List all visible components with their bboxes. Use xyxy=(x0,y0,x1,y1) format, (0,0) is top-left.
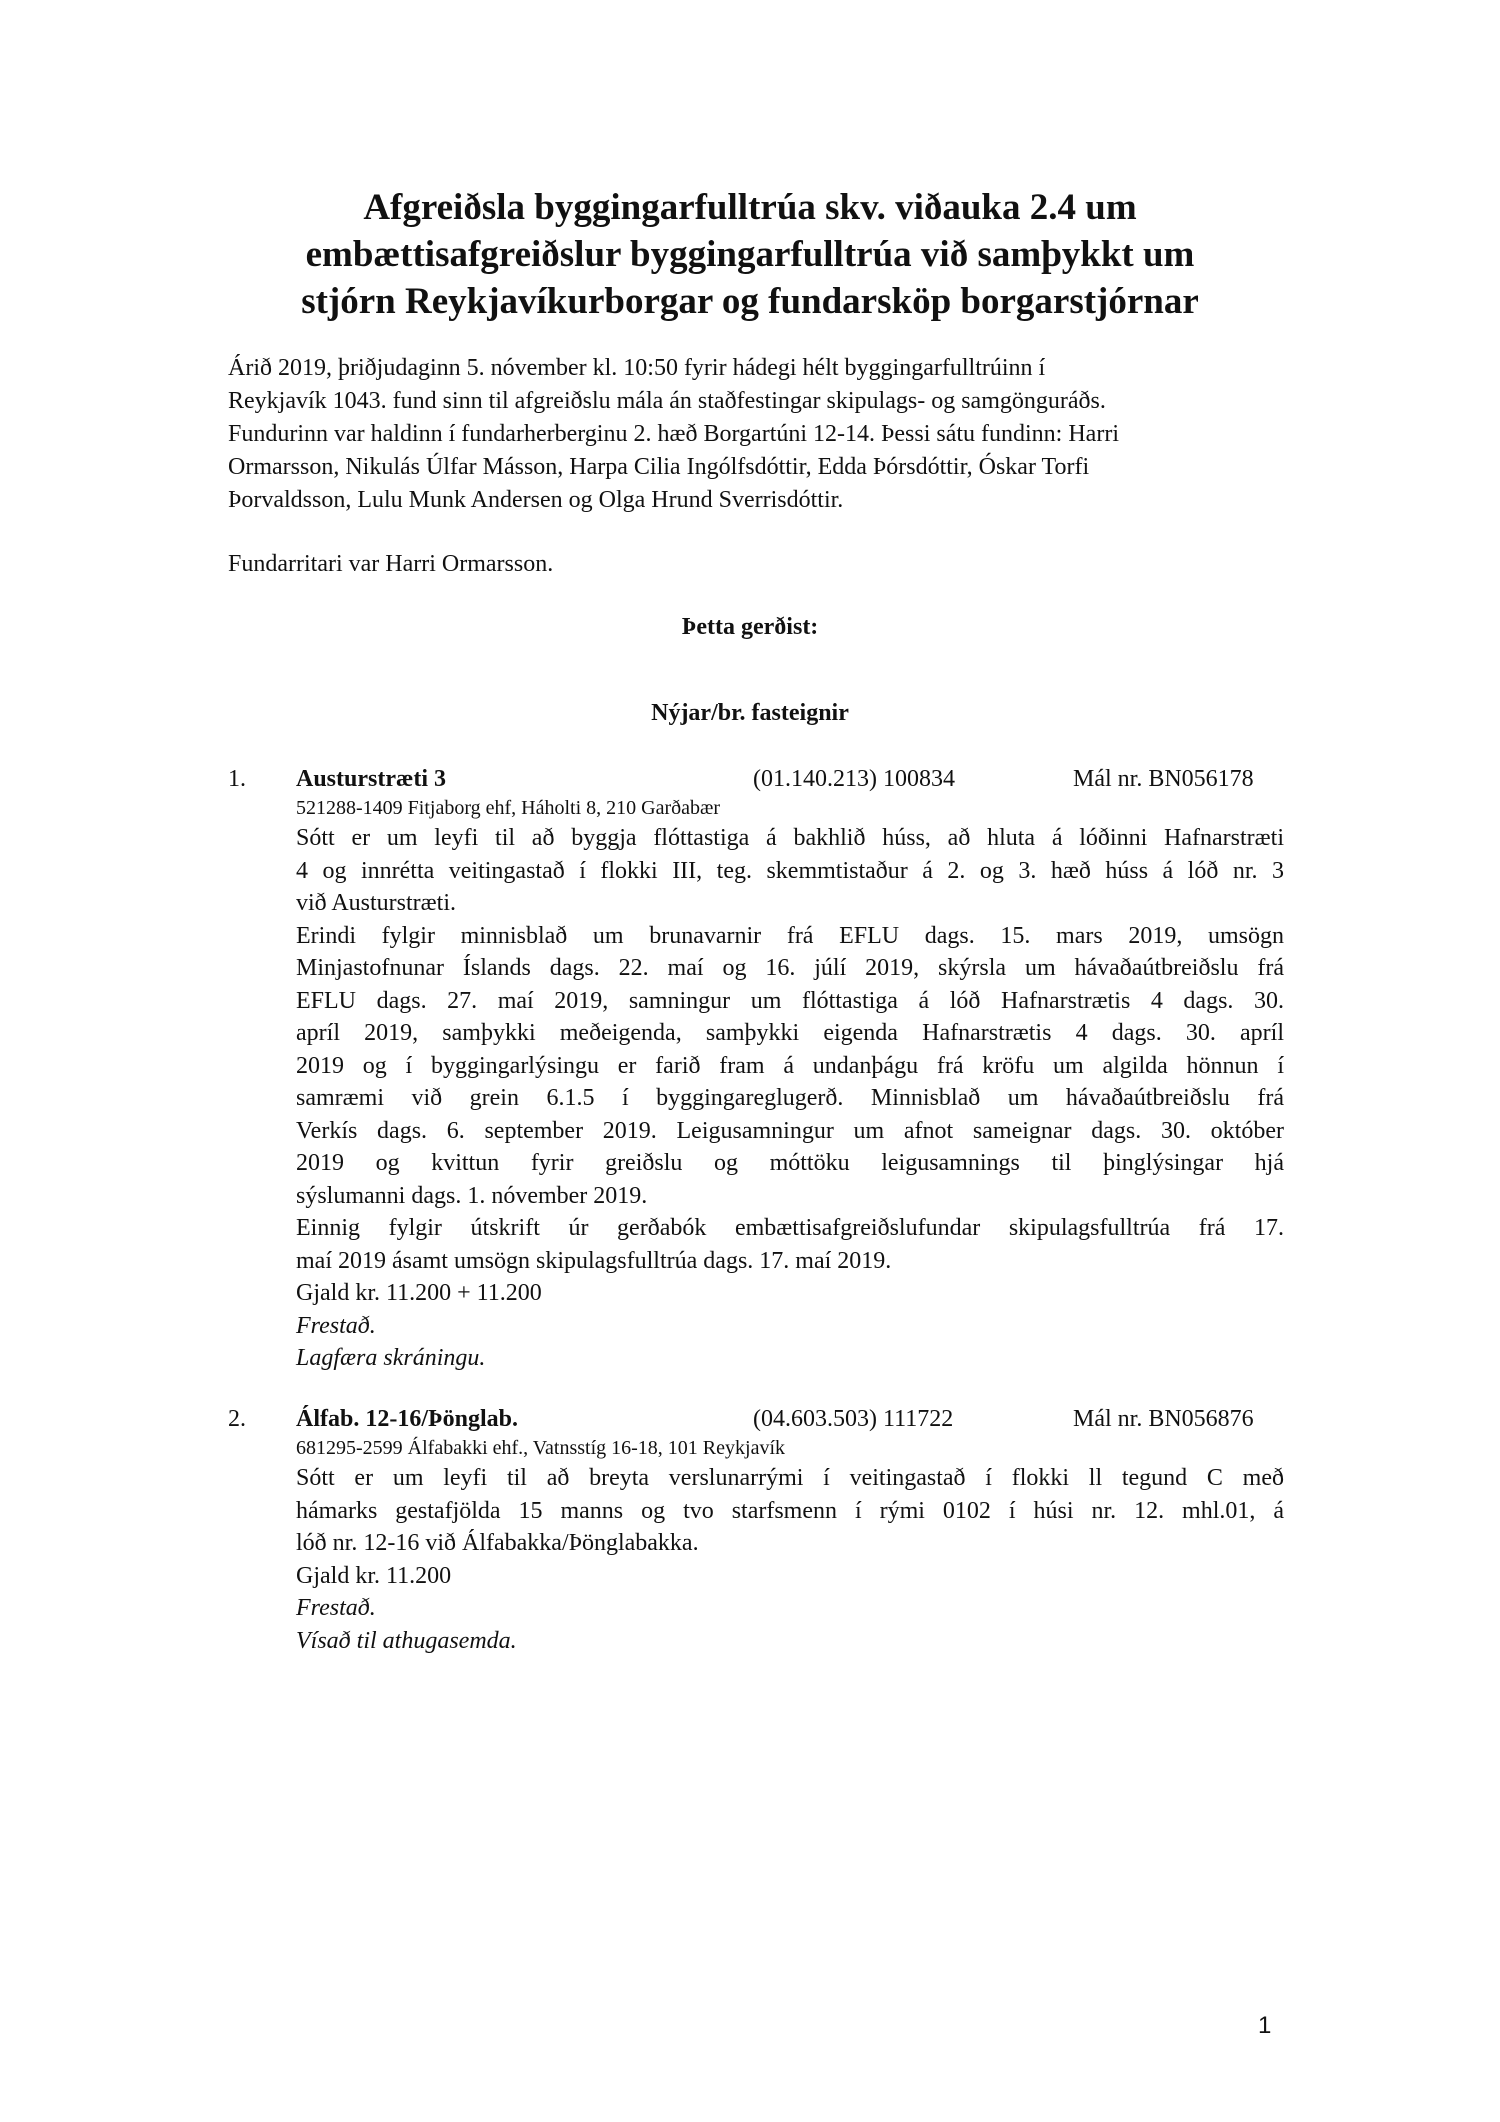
item-title: Austurstræti 3 xyxy=(296,766,446,792)
intro-line: Þorvaldsson, Lulu Munk Andersen og Olga Hrund Sverrisdóttir. xyxy=(228,487,844,513)
item-owner: 521288-1409 Fitjaborg ehf, Háholti 8, 210 Garðabær xyxy=(296,797,721,819)
intro-line: Árið 2019, þriðjudaginn 5. nóvember kl. 10:50 fyrir hádegi hélt byggingarfulltrúinn í xyxy=(228,355,1046,381)
body-line: apríl 2019, samþykki meðeigenda, samþykki eigenda Hafnarstrætis 4 dags. 30. apríl xyxy=(296,1020,1284,1046)
title-line: Afgreiðsla byggingarfulltrúa skv. viðauka 2.4 um xyxy=(363,187,1137,228)
intro-line: Fundurinn var haldinn í fundarherberginu 2. hæð Borgartúni 12-14. Þessi sátu fundinn: Harri xyxy=(228,421,1119,447)
body-line: lóð nr. 12-16 við Álfabakka/Þönglabakka. xyxy=(296,1530,699,1556)
page-number: 1 xyxy=(1258,2012,1272,2039)
body-line: sýslumanni dags. 1. nóvember 2019. xyxy=(296,1182,648,1209)
body-line: EFLU dags. 27. maí 2019, samningur um flóttastiga á lóð Hafnarstrætis 4 dags. 30. xyxy=(296,987,1284,1014)
intro-paragraph xyxy=(228,352,1288,517)
body-line: 4 og innrétta veitingastað í flokki III, teg. skemmtistaður á 2. og 3. hæð húss á lóð nr. 3 xyxy=(296,857,1284,884)
body-line: samræmi við grein 6.1.5 í byggingareglugerð. Minnisblað um hávaðaútbreiðslu frá xyxy=(296,1085,1284,1111)
body-line: Sótt er um leyfi til að byggja flóttastiga á bakhlið húss, að hluta á lóðinni Hafnarstræti xyxy=(296,825,1284,851)
title-line: embættisafgreiðslur byggingarfulltrúa við samþykkt um xyxy=(305,234,1195,275)
body-line: Minjastofnunar Íslands dags. 22. maí og 16. júlí 2019, skýrsla um hávaðaútbreiðslu frá xyxy=(296,955,1284,981)
decision-note: Vísað til athugasemda. xyxy=(296,1627,517,1654)
decision-status: Frestað. xyxy=(296,1595,376,1621)
item-number: 1. xyxy=(228,766,246,792)
item-owner: 681295-2599 Álfabakki ehf., Vatnsstíg 16-18, 101 Reykjavík xyxy=(296,1437,786,1459)
body-line: Einnig fylgir útskrift úr gerðabók embættisafgreiðslufundar skipulagsfulltrúa frá 17. xyxy=(296,1215,1284,1241)
item-body xyxy=(296,822,1284,1375)
body-line: við Austurstræti. xyxy=(296,890,457,916)
item-case-number: Mál nr. BN056178 xyxy=(1073,766,1254,792)
item-property-code: (04.603.503) 111722 xyxy=(753,1406,954,1432)
item-number: 2. xyxy=(228,1406,246,1432)
body-line: hámarks gestafjölda 15 manns og tvo starfsmenn í rými 0102 í húsi nr. 12. mhl.01, á xyxy=(296,1497,1284,1524)
intro-line: Reykjavík 1043. fund sinn til afgreiðslu mála án staðfestingar skipulags- og samgönguráðs. xyxy=(228,388,1106,414)
body-line: Sótt er um leyfi til að breyta verslunarrými í veitingastað í flokki ll tegund C með xyxy=(296,1465,1284,1491)
body-line: Verkís dags. 6. september 2019. Leigusamningur um afnot sameignar dags. 30. október xyxy=(296,1117,1284,1144)
subheading: Nýjar/br. fasteignir xyxy=(651,700,849,726)
body-line: 2019 og kvittun fyrir greiðslu og móttöku leigusamnings til þinglýsingar hjá xyxy=(296,1150,1284,1176)
section-heading: Þetta gerðist: xyxy=(681,614,819,640)
item-property-code: (01.140.213) 100834 xyxy=(753,766,955,792)
item-case-number: Mál nr. BN056876 xyxy=(1073,1406,1254,1432)
document-title xyxy=(150,184,1350,325)
intro-line: Ormarsson, Nikulás Úlfar Másson, Harpa Cilia Ingólfsdóttir, Edda Þórsdóttir, Óskar Torfi xyxy=(228,454,1090,480)
body-line: maí 2019 ásamt umsögn skipulagsfulltrúa dags. 17. maí 2019. xyxy=(296,1247,892,1274)
item-title: Álfab. 12-16/Þönglab. xyxy=(296,1406,519,1432)
title-line: stjórn Reykjavíkurborgar og fundarsköp borgarstjórnar xyxy=(301,281,1199,322)
decision-note: Lagfæra skráningu. xyxy=(296,1345,486,1371)
meeting-secretary: Fundarritari var Harri Ormarsson. xyxy=(228,551,554,577)
item-body xyxy=(296,1462,1284,1657)
fee-line: Gjald kr. 11.200 + 11.200 xyxy=(296,1280,542,1306)
body-line: Erindi fylgir minnisblað um brunavarnir frá EFLU dags. 15. mars 2019, umsögn xyxy=(296,922,1284,949)
body-line: 2019 og í byggingarlýsingu er farið fram á undanþágu frá kröfu um algilda hönnun í xyxy=(296,1052,1284,1079)
fee-line: Gjald kr. 11.200 xyxy=(296,1562,452,1589)
decision-status: Frestað. xyxy=(296,1312,376,1339)
